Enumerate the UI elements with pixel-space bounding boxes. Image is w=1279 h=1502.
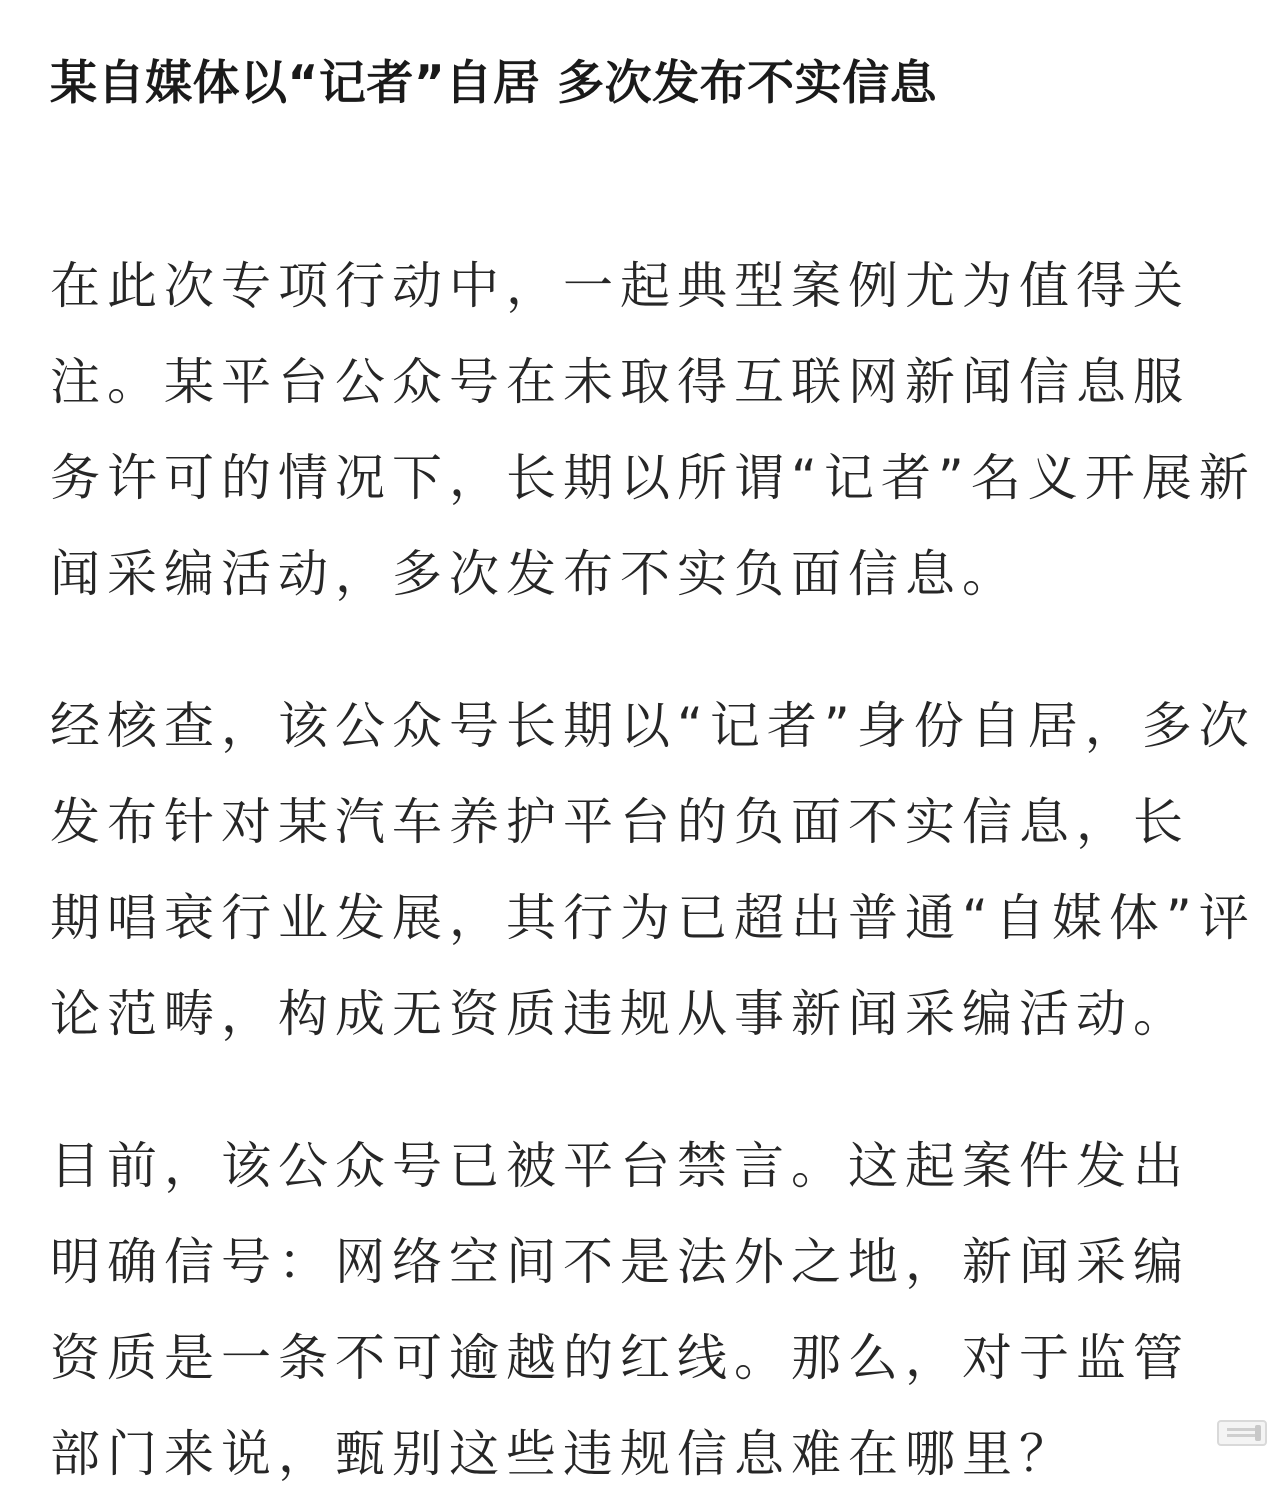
paragraph-line: 资质是一条不可逾越的红线。那么，对于监管 [50, 1329, 1190, 1387]
paragraph-1 [50, 238, 1256, 622]
paragraph-line: 期唱衰行业发展，其行为已超出普通“自媒体”评 [50, 889, 1256, 947]
paragraph-line: 论范畴，构成无资质违规从事新闻采编活动。 [50, 985, 1190, 1043]
paragraph-line: 部门来说，甄别这些违规信息难在哪里？ [50, 1425, 1076, 1483]
paragraph-line: 明确信号：网络空间不是法外之地，新闻采编 [50, 1233, 1190, 1291]
paragraph-line: 务许可的情况下，长期以所谓“记者”名义开展新 [50, 449, 1256, 507]
paragraph-line: 闻采编活动，多次发布不实负面信息。 [50, 545, 1019, 603]
article-body [50, 52, 1256, 1502]
expand-handle-icon[interactable] [1217, 1420, 1267, 1446]
paragraph-line: 目前，该公众号已被平台禁言。这起案件发出 [50, 1137, 1190, 1195]
paragraph-2 [50, 678, 1256, 1062]
paragraph-line: 经核查，该公众号长期以“记者”身份自居，多次 [50, 697, 1256, 755]
paragraph-3 [50, 1118, 1235, 1502]
paragraph-line: 注。某平台公众号在未取得互联网新闻信息服 [50, 353, 1190, 411]
article-headline: 某自媒体以“记者”自居 多次发布不实信息 [50, 56, 938, 111]
paragraph-line: 发布针对某汽车养护平台的负面不实信息，长 [50, 793, 1190, 851]
paragraph-line: 在此次专项行动中，一起典型案例尤为值得关 [50, 257, 1190, 315]
